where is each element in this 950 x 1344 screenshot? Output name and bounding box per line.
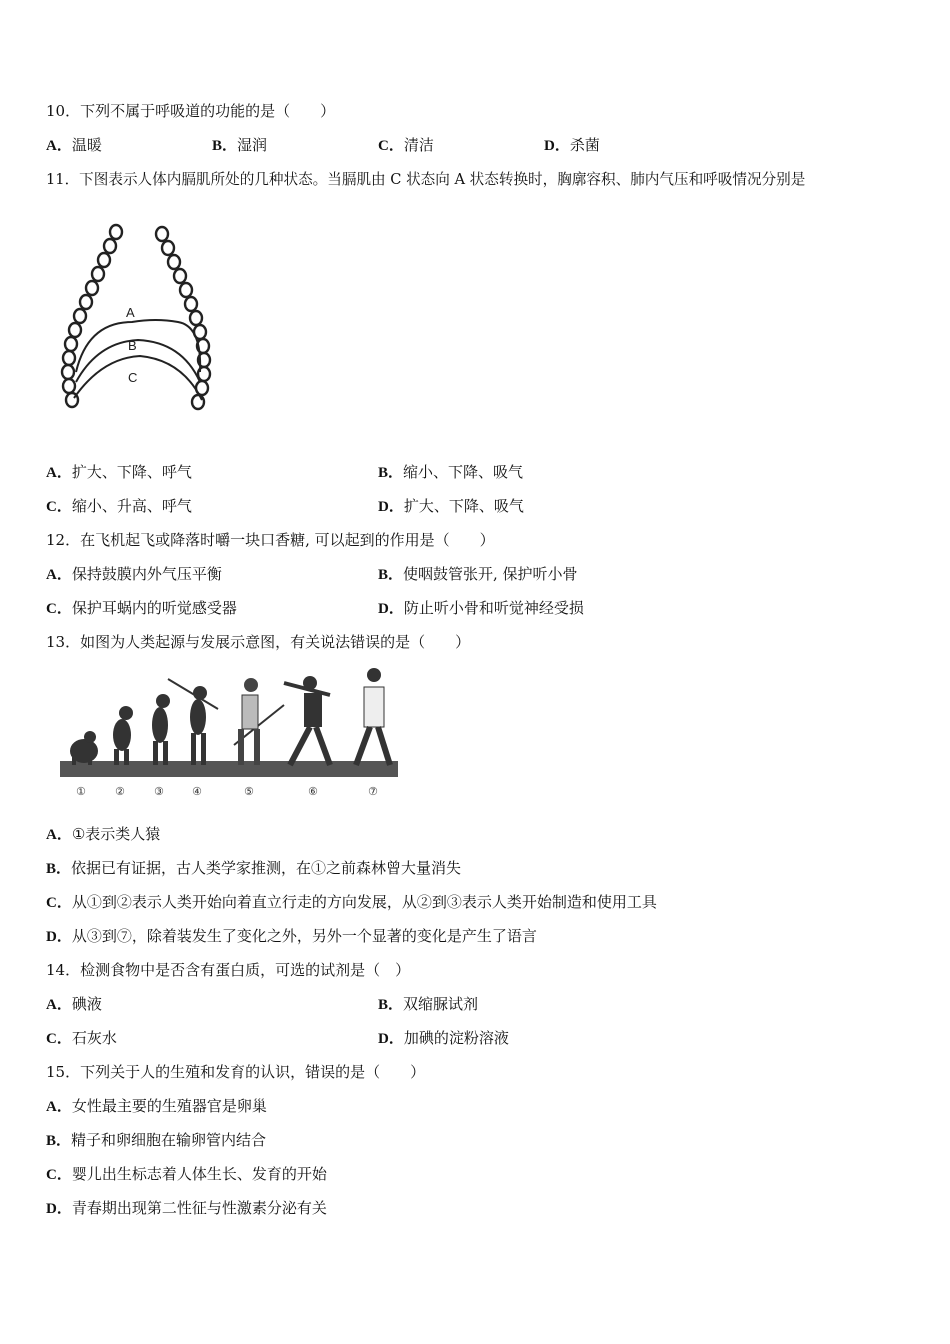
figure-number-3: ③ (154, 785, 164, 798)
figure-2-hominid (113, 706, 133, 765)
diaphragm-curve-a (76, 320, 200, 372)
figure-number-5: ⑤ (244, 785, 254, 798)
figure-number-1: ① (76, 785, 86, 798)
q12-option-c: C．保护耳蜗内的听觉感受器 (46, 599, 237, 617)
q13-option-b: B．依据已有证据，古人类学家推测，在①之前森林曾大量消失 (46, 859, 462, 877)
question-14-stem: 14．检测食物中是否含有蛋白质，可选的试剂是（ ） (46, 961, 411, 979)
curve-label-a: A (126, 305, 135, 320)
q10-option-a: A．温暖 (46, 136, 102, 154)
figure-number-4: ④ (192, 785, 202, 798)
figure-1-ape (70, 731, 98, 765)
ground-strip (60, 761, 398, 777)
human-evolution-figure (58, 665, 400, 805)
curve-label-c: C (128, 370, 138, 385)
question-13-stem: 13．如图为人类起源与发展示意图，有关说法错误的是（ ） (46, 633, 471, 651)
ribcage-left (62, 225, 122, 407)
figure-7-human (356, 668, 390, 765)
curve-label-b: B (128, 338, 137, 353)
question-12-stem: 12．在飞机起飞或降落时嚼一块口香糖, 可以起到的作用是（ ） (46, 531, 495, 549)
diaphragm-figure (58, 222, 218, 414)
figure-5-hominid (234, 678, 284, 765)
figure-4-hominid (168, 679, 218, 765)
figure-3-hominid (152, 694, 170, 765)
q15-option-a: A．女性最主要的生殖器官是卵巢 (46, 1097, 267, 1115)
q14-option-a: A．碘液 (46, 995, 102, 1013)
q14-option-d: D．加碘的淀粉溶液 (378, 1029, 509, 1047)
q10-option-c: C．清洁 (378, 136, 434, 154)
q15-option-c: C．婴儿出生标志着人体生长、发育的开始 (46, 1165, 327, 1183)
q13-option-a: A．①表示类人猿 (46, 825, 161, 843)
q10-option-b: B．湿润 (212, 136, 268, 154)
q15-option-b: B．精子和卵细胞在输卵管内结合 (46, 1131, 267, 1149)
q15-option-d: D．青春期出现第二性征与性激素分泌有关 (46, 1199, 327, 1217)
q12-option-b: B．使咽鼓管张开, 保护听小骨 (378, 565, 578, 583)
q13-option-d: D．从③到⑦，除着装发生了变化之外，另外一个显著的变化是产生了语言 (46, 927, 537, 945)
figure-number-2: ② (115, 785, 125, 798)
q11-option-d: D．扩大、下降、吸气 (378, 497, 524, 515)
ribcage-right (156, 227, 210, 409)
q14-option-b: B．双缩脲试剂 (378, 995, 479, 1013)
q11-option-a: A．扩大、下降、呼气 (46, 463, 192, 481)
q14-option-c: C．石灰水 (46, 1029, 117, 1047)
figure-number-6: ⑥ (308, 785, 318, 798)
question-11-stem: 11．下图表示人体内膈肌所处的几种状态。当膈肌由 C 状态向 A 状态转换时，胸廓容积、肺内气压和呼吸情况分别是 (46, 171, 806, 188)
q11-option-c: C．缩小、升高、呼气 (46, 497, 192, 515)
question-10-stem: 10．下列不属于呼吸道的功能的是（ ） (46, 102, 336, 120)
figure-6-human (284, 676, 330, 765)
question-15-stem: 15．下列关于人的生殖和发育的认识，错误的是（ ） (46, 1063, 426, 1081)
q12-option-a: A．保持鼓膜内外气压平衡 (46, 565, 222, 583)
diaphragm-curve-c (74, 356, 202, 400)
q13-option-c: C．从①到②表示人类开始向着直立行走的方向发展，从②到③表示人类开始制造和使用工具 (46, 893, 657, 911)
q10-option-d: D．杀菌 (544, 136, 600, 154)
figure-number-7: ⑦ (368, 785, 378, 798)
q11-option-b: B．缩小、下降、吸气 (378, 463, 524, 481)
q12-option-d: D．防止听小骨和听觉神经受损 (378, 599, 584, 617)
